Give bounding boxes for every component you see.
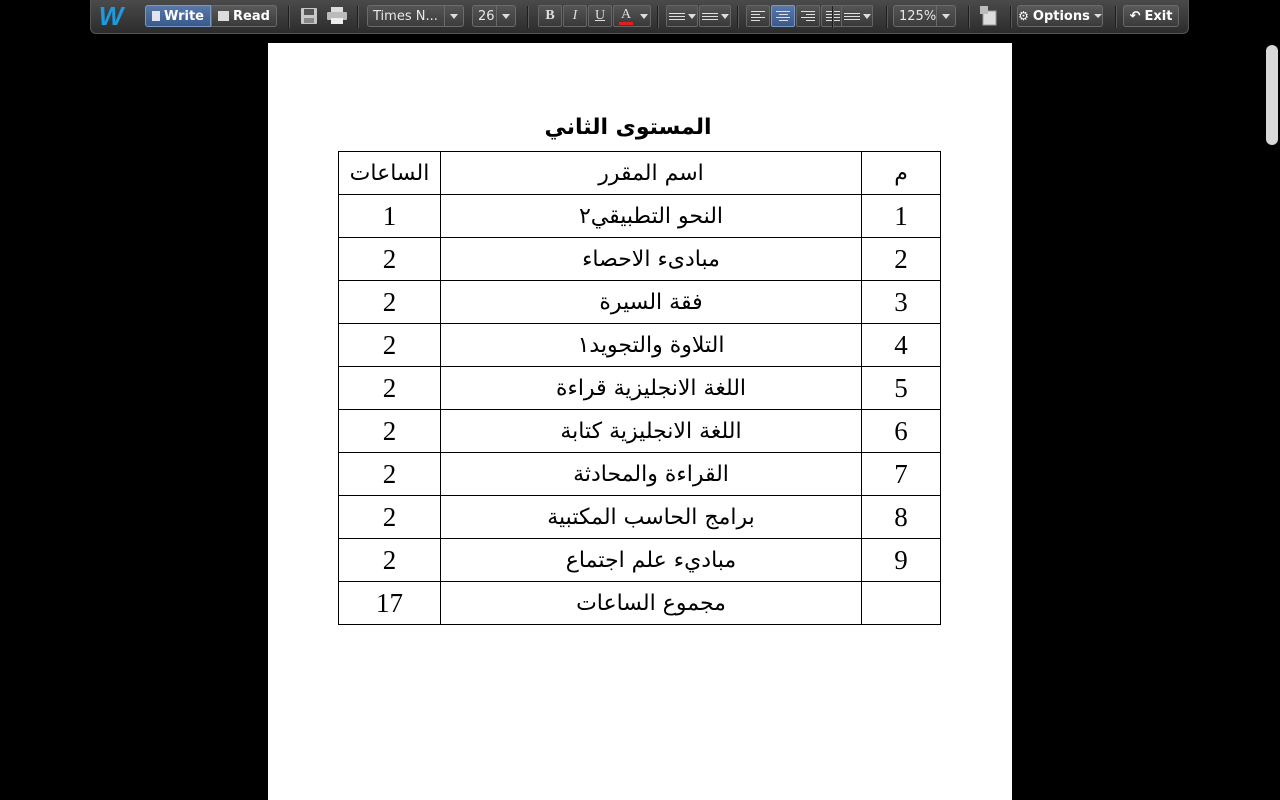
underline-label: U <box>594 8 606 23</box>
numbered-list-icon <box>702 13 718 20</box>
total-empty-cell <box>862 582 941 625</box>
scrollbar[interactable] <box>1266 45 1278 145</box>
row-course: مباديء علم اجتماع <box>441 539 862 582</box>
toolbar-separator <box>657 6 659 28</box>
app-logo-icon <box>97 2 125 30</box>
align-left-button[interactable] <box>746 5 770 27</box>
font-color-label: A <box>620 6 632 22</box>
toolbar-separator <box>527 6 529 28</box>
zoom-select[interactable] <box>893 5 956 27</box>
italic-button[interactable] <box>563 5 587 27</box>
table-total-row <box>339 582 941 625</box>
row-course: القراءة والمحادثة <box>441 453 862 496</box>
row-course: برامج الحاسب المكتبية <box>441 496 862 539</box>
font-color-bar <box>619 22 633 25</box>
undo-arrow-icon: ↶ <box>1129 8 1141 24</box>
table-row <box>339 195 941 238</box>
row-hours: 2 <box>339 238 441 281</box>
line-spacing-icon <box>844 13 860 20</box>
table-row <box>339 496 941 539</box>
read-mode-label: Read <box>233 8 270 24</box>
align-right-button[interactable] <box>796 5 820 27</box>
row-course: فقة السيرة <box>441 281 862 324</box>
row-number: 3 <box>862 281 941 324</box>
book-icon <box>218 11 229 21</box>
toolbar-separator <box>288 6 290 28</box>
toolbar-separator <box>886 6 888 28</box>
bullet-list-button[interactable] <box>666 5 698 27</box>
save-icon[interactable] <box>298 5 320 27</box>
chevron-down-icon <box>1094 14 1102 18</box>
chevron-down-icon <box>863 14 871 19</box>
options-label: Options <box>1032 8 1090 24</box>
toolbar-separator <box>832 6 834 28</box>
course-table <box>338 151 941 625</box>
write-mode-button[interactable] <box>145 5 211 27</box>
row-hours: 2 <box>339 453 441 496</box>
align-center-icon <box>776 11 790 21</box>
row-hours: 2 <box>339 539 441 582</box>
table-row <box>339 324 941 367</box>
pencil-icon <box>152 11 160 21</box>
row-number: 7 <box>862 453 941 496</box>
font-size-select[interactable] <box>472 5 516 27</box>
row-number: 4 <box>862 324 941 367</box>
toolbar-separator <box>968 6 970 28</box>
table-row <box>339 367 941 410</box>
toolbar-separator <box>737 6 739 28</box>
font-size-value: 26 <box>478 8 495 24</box>
write-mode-label: Write <box>163 8 204 24</box>
italic-label: I <box>572 8 578 23</box>
font-name-select[interactable] <box>367 5 464 27</box>
table-row <box>339 410 941 453</box>
row-number: 6 <box>862 410 941 453</box>
numbered-list-button[interactable] <box>699 5 731 27</box>
font-color-icon <box>619 8 633 25</box>
align-left-icon <box>751 11 765 21</box>
row-course: اللغة الانجليزية قراءة <box>441 367 862 410</box>
bullet-list-icon <box>669 13 685 20</box>
zoom-value: 125% <box>899 8 937 24</box>
align-center-button[interactable] <box>771 5 795 27</box>
row-hours: 2 <box>339 281 441 324</box>
row-course: التلاوة والتجويد١ <box>441 324 862 367</box>
app-logo-letter: W <box>98 0 124 31</box>
exit-label: Exit <box>1144 8 1173 24</box>
table-row <box>339 453 941 496</box>
table-header-row <box>339 152 941 195</box>
line-spacing-button[interactable] <box>841 5 873 27</box>
read-mode-button[interactable] <box>211 5 277 27</box>
document-page[interactable] <box>268 43 1012 800</box>
table-row <box>339 539 941 582</box>
exit-button[interactable] <box>1123 5 1179 27</box>
row-number: 1 <box>862 195 941 238</box>
chevron-down-icon <box>721 14 729 19</box>
chevron-down-icon <box>444 6 463 26</box>
row-course: النحو التطبيقي٢ <box>441 195 862 238</box>
gear-icon: ⚙ <box>1018 9 1029 23</box>
toolbar-separator <box>357 6 359 28</box>
font-color-button[interactable] <box>613 5 651 27</box>
total-label: مجموع الساعات <box>441 582 862 625</box>
toolbar <box>90 0 1189 34</box>
print-icon[interactable] <box>325 5 349 27</box>
align-right-icon <box>801 11 815 21</box>
insert-comment-icon[interactable] <box>978 5 1002 27</box>
table-row <box>339 238 941 281</box>
row-number: 5 <box>862 367 941 410</box>
header-number: م <box>862 152 941 195</box>
header-hours: الساعات <box>339 152 441 195</box>
row-number: 2 <box>862 238 941 281</box>
underline-button[interactable] <box>588 5 612 27</box>
row-hours: 2 <box>339 496 441 539</box>
bold-button[interactable] <box>538 5 562 27</box>
row-hours: 2 <box>339 324 441 367</box>
row-hours: 1 <box>339 195 441 238</box>
toolbar-separator <box>1010 6 1012 28</box>
table-row <box>339 281 941 324</box>
row-number: 9 <box>862 539 941 582</box>
bold-label: B <box>545 8 555 23</box>
row-course: مبادىء الاحصاء <box>441 238 862 281</box>
row-number: 8 <box>862 496 941 539</box>
document-title: المستوى الثاني <box>544 115 712 140</box>
chevron-down-icon <box>936 6 955 26</box>
header-course: اسم المقرر <box>441 152 862 195</box>
chevron-down-icon <box>688 14 696 19</box>
toolbar-separator <box>1115 6 1117 28</box>
row-hours: 2 <box>339 410 441 453</box>
row-course: اللغة الانجليزية كتابة <box>441 410 862 453</box>
row-hours: 2 <box>339 367 441 410</box>
chevron-down-icon <box>638 6 650 26</box>
total-hours: 17 <box>339 582 441 625</box>
options-button[interactable] <box>1017 5 1103 27</box>
font-name-value: Times N... <box>373 8 438 24</box>
chevron-down-icon <box>496 6 515 26</box>
